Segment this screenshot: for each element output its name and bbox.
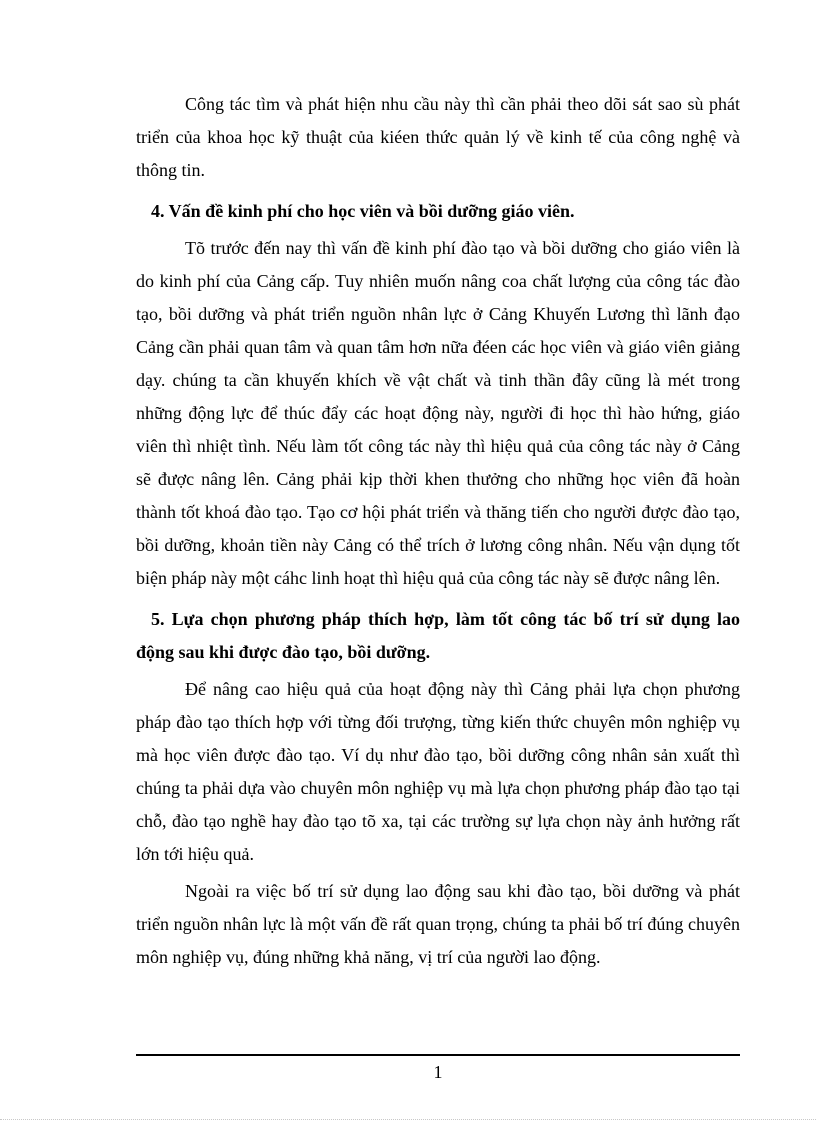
- page-number: 1: [433, 1062, 443, 1082]
- paragraph-funding: Tõ trước đến nay thì vấn đề kinh phí đào tạo và bồi dưỡng cho giáo viên là do kinh phí của Cảng cấp. Tuy nhiên muốn nâng coa chất lượng của công tác đào tạo, bồi dưỡng và phát triển nguồn nhân lực ở Cảng Khuyến Lương thì lãnh đạo Cảng cần phải quan tâm và quan tâm hơn nữa đéen các học viên và giáo viên giảng dạy. chúng ta cần khuyến khích về vật chất và tinh thần đây cũng là mét trong những động lực để thúc đẩy các hoạt động này, người đi học thì hào hứng, giáo viên thì nhiệt tình. Nếu làm tốt công tác này thì hiệu quả của công tác này ở Cảng sẽ được nâng lên. Cảng phải kịp thời khen thưởng cho những học viên đã hoàn thành tốt khoá đào tạo. Tạo cơ hội phát triển và thăng tiến cho người được đào tạo, bồi dưỡng, khoản tiền này Cảng có thể trích ở lương công nhân. Nếu vận dụng tốt biện pháp này một cáhc linh hoạt thì hiệu quả của công tác này sẽ được nâng lên.: [136, 238, 740, 588]
- page-body: [136, 88, 740, 978]
- paragraph-needs-assessment: Công tác tìm và phát hiện nhu cầu này thì cần phải theo dõi sát sao sù phát triển của khoa học kỹ thuật của kiéen thức quản lý về kinh tế của công nghệ và thông tin.: [136, 94, 740, 180]
- page-bottom-edge: [0, 1119, 816, 1120]
- paragraph-labor-allocation: Ngoài ra việc bố trí sử dụng lao động sau khi đào tạo, bồi dưỡng và phát triển nguồn nhân lực là một vấn đề rất quan trọng, chúng ta phải bố trí đúng chuyên môn nghiệp vụ, đúng những khả năng, vị trí của người lao động.: [136, 881, 740, 967]
- section-heading-5-methods: 5. Lựa chọn phương pháp thích hợp, làm tốt công tác bố trí sử dụng lao động sau khi được đào tạo, bồi dưỡng.: [136, 609, 740, 662]
- footer-divider: [136, 1054, 740, 1056]
- paragraph-training-methods: Để nâng cao hiệu quả của hoạt động này thì Cảng phải lựa chọn phương pháp đào tạo thích hợp với từng đối trượng, từng kiến thức chuyên môn nghiệp vụ mà học viên được đào tạo. Ví dụ như đào tạo, bồi dưỡng công nhân sản xuất thì chúng ta phải dựa vào chuyên môn nghiệp vụ mà lựa chọn phương pháp đào tạo tại chỗ, đào tạo nghề hay đào tạo tõ xa, tại các trường sự lựa chọn này ảnh hưởng rất lớn tới hiệu quả.: [136, 679, 740, 864]
- section-heading-4-funding: 4. Vấn đề kinh phí cho học viên và bồi dưỡng giáo viên.: [151, 201, 575, 221]
